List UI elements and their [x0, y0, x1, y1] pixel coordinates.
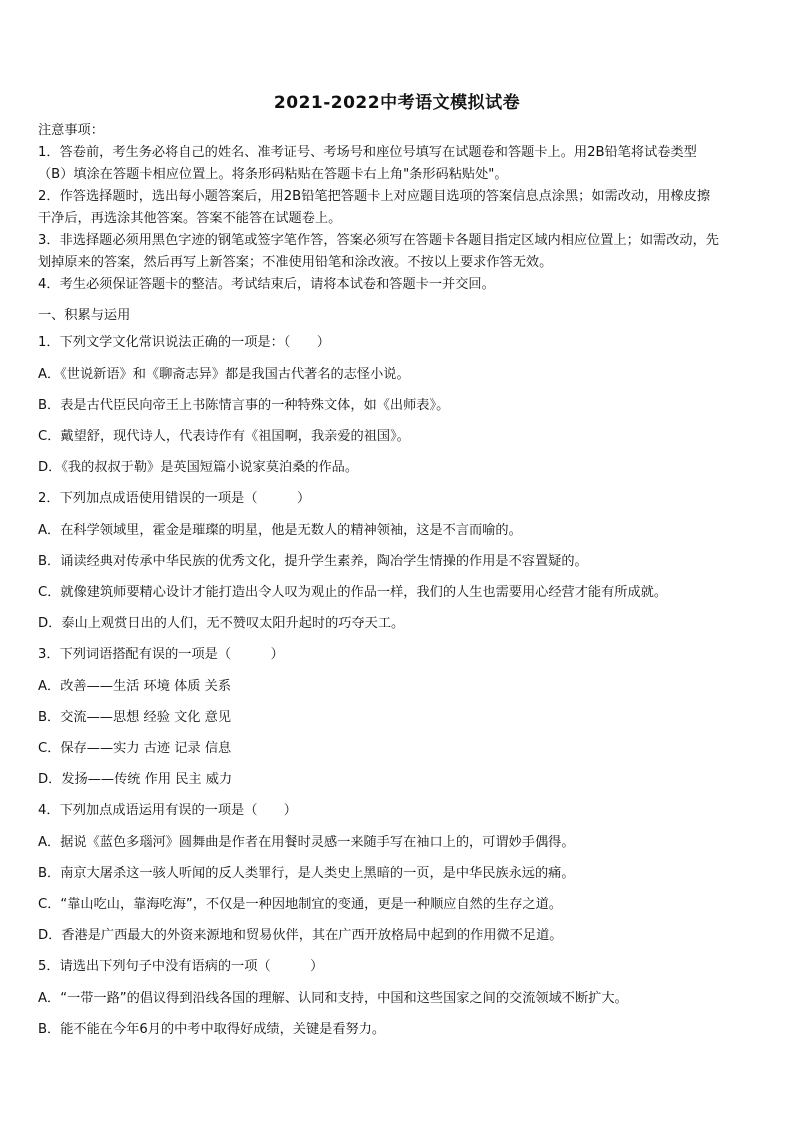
notes-line: 4．考生必须保证答题卡的整洁。考试结束后，请将本试卷和答题卡一并交回。	[38, 277, 495, 292]
question-stem: 3．下列词语搭配有误的一项是（ ）	[38, 647, 284, 662]
notes-block	[38, 120, 760, 296]
question-option: C．就像建筑师要精心设计才能打造出令人叹为观止的作品一样，我们的人生也需要用心经营才能有所成就。	[38, 585, 668, 600]
question-option: C．戴望舒，现代诗人，代表诗作有《祖国啊，我亲爱的祖国》。	[38, 429, 410, 444]
question-stem: 4．下列加点成语运用有误的一项是（ ）	[38, 803, 297, 818]
notes-line: 3．非选择题必须用黑色字迹的钢笔或签字笔作答，答案必须写在答题卡各题目指定区域内相应位置上；如需改动，先	[38, 233, 719, 248]
notes-line: 1．答卷前，考生务必将自己的姓名、准考证号、考场号和座位号填写在试题卷和答题卡上。用2B铅笔将试卷类型	[38, 145, 697, 160]
question-option: C．保存——实力 古迹 记录 信息	[38, 741, 232, 756]
question-option: B．表是古代臣民向帝王上书陈情言事的一种特殊文体，如《出师表》。	[38, 398, 450, 413]
question-option: A．改善——生活 环境 体质 关系	[38, 679, 232, 694]
exam-title: 2021-2022中考语文模拟试卷	[273, 93, 521, 113]
question-option: A．《世说新语》和《聊斋志异》都是我国古代著名的志怪小说。	[38, 367, 410, 382]
question-option: D．泰山上观赏日出的人们，无不赞叹太阳升起时的巧夺天工。	[38, 616, 405, 631]
question-option: B．交流——思想 经验 文化 意见	[38, 710, 232, 725]
section-title: 一、积累与运用	[38, 308, 131, 323]
question-option: B．诵读经典对传承中华民族的优秀文化，提升学生素养，陶冶学生情操的作用是不容置疑的。	[38, 554, 588, 569]
notes-line: 干净后，再选涂其他答案。答案不能答在试题卷上。	[38, 211, 342, 226]
question-option: C．“靠山吃山，靠海吃海”，不仅是一种因地制宜的变通，更是一种顺应自然的生存之道。	[38, 897, 562, 912]
notes-line: 2．作答选择题时，选出每小题答案后，用2B铅笔把答题卡上对应题目选项的答案信息点涂黑；如需改动，用橡皮擦	[38, 189, 711, 204]
question-stem: 2．下列加点成语使用错误的一项是（ ）	[38, 491, 311, 506]
question-option: D．《我的叔叔于勒》是英国短篇小说家莫泊桑的作品。	[38, 460, 359, 475]
question-option: A．“一带一路”的倡议得到沿线各国的理解、认同和支持，中国和这些国家之间的交流领域不断扩大。	[38, 991, 628, 1006]
question-stem: 1．下列文学文化常识说法正确的一项是：（ ）	[38, 335, 330, 350]
notes-line: 划掉原来的答案，然后再写上新答案；不准使用铅笔和涂改液。不按以上要求作答无效。	[38, 255, 553, 270]
notes-line: （B）填涂在答题卡相应位置上。将条形码粘贴在答题卡右上角"条形码粘贴处"。	[38, 167, 508, 182]
notes-heading: 注意事项：	[38, 123, 104, 138]
question-option: D．发扬——传统 作用 民主 威力	[38, 772, 233, 787]
question-option: B．能不能在今年6月的中考中取得好成绩，关键是看努力。	[38, 1022, 386, 1037]
question-option: B．南京大屠杀这一骇人听闻的反人类罪行，是人类史上黑暗的一页，是中华民族永远的痛。	[38, 866, 575, 881]
question-option: A．在科学领域里，霍金是璀璨的明星，他是无数人的精神领袖，这是不言而喻的。	[38, 523, 522, 538]
question-option: A．据说《蓝色多瑙河》圆舞曲是作者在用餐时灵感一来随手写在袖口上的，可谓妙手偶得。	[38, 835, 575, 850]
question-stem: 5．请选出下列句子中没有语病的一项（ ）	[38, 959, 324, 974]
question-option: D．香港是广西最大的外资来源地和贸易伙伴，其在广西开放格局中起到的作用微不足道。	[38, 928, 563, 943]
